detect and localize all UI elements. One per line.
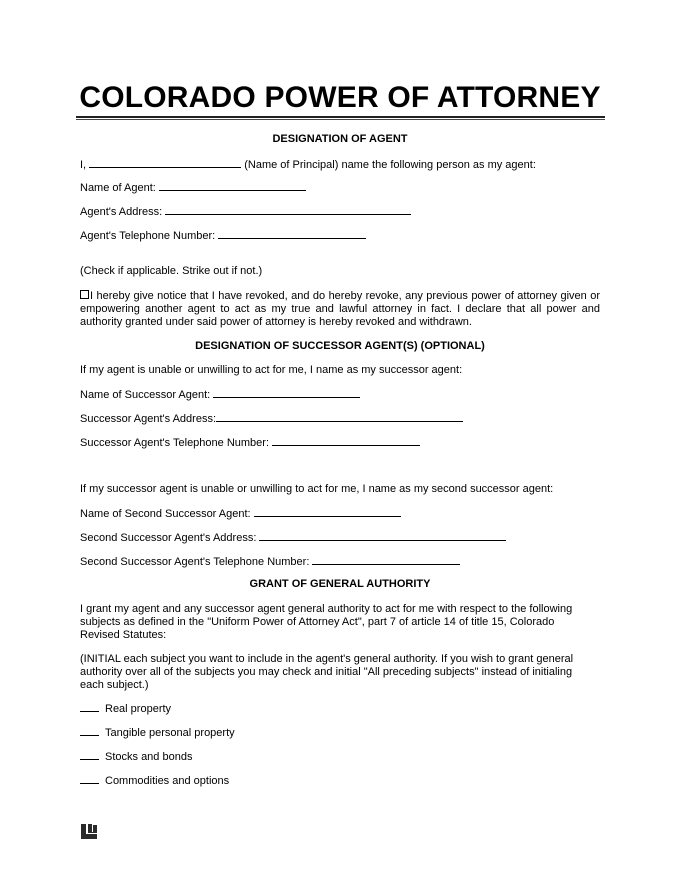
subject-initial-field[interactable] [80, 774, 99, 784]
successor-name-label: Name of Successor Agent: [80, 389, 211, 401]
second-successor-name-label: Name of Second Successor Agent: [80, 508, 251, 520]
successor-intro: If my agent is unable or unwilling to act for me, I name as my successor agent: [80, 364, 463, 376]
second-successor-phone-label: Second Successor Agent's Telephone Number: [80, 556, 310, 568]
heading-successor-agents: DESIGNATION OF SUCCESSOR AGENT(S) (OPTIONAL) [195, 340, 485, 352]
subject-initial-field[interactable] [80, 726, 99, 736]
second-successor-phone-field[interactable] [312, 555, 460, 565]
subject-label: Tangible personal property [105, 727, 235, 739]
heading-grant-of-general-authority: GRANT OF GENERAL AUTHORITY [249, 578, 431, 590]
subject-item [80, 774, 229, 788]
successor-address-field[interactable] [216, 412, 463, 422]
title-double-rule [76, 116, 605, 121]
agent-address-line [80, 205, 411, 219]
successor-phone-label: Successor Agent's Telephone Number: [80, 437, 270, 449]
subject-item [80, 750, 192, 764]
principal-line [80, 158, 536, 172]
second-successor-address-line [80, 531, 506, 545]
principal-suffix: (Name of Principal) name the following person as my agent: [244, 159, 536, 171]
principal-name-field[interactable] [89, 158, 241, 168]
document-title: COLORADO POWER OF ATTORNEY [79, 81, 601, 114]
second-successor-phone-line [80, 555, 460, 569]
agent-address-field[interactable] [165, 205, 411, 215]
heading-designation-of-agent: DESIGNATION OF AGENT [272, 133, 408, 145]
revocation-checkbox[interactable] [80, 290, 89, 299]
revocation-text: I hereby give notice that I have revoked, and do hereby revoke, any previous power of attorney given or empowering another agent to act as my true and lawful attorney in fact. I declare that all power and authority granted under said power of attorney is hereby revoked and withdrawn. [80, 290, 600, 328]
successor-name-line [80, 388, 360, 402]
subject-label: Commodities and options [105, 775, 230, 787]
successor-name-field[interactable] [213, 388, 360, 398]
second-successor-address-label: Second Successor Agent's Address: [80, 532, 257, 544]
agent-phone-field[interactable] [218, 229, 366, 239]
authority-paragraph-1: I grant my agent and any successor agent general authority to act for me with respect to the following subjects as defined in the "Uniform Power of Attorney Act", part 7 of article 14 of title 15, Colorado Revised Statutes: [80, 603, 573, 641]
subject-label: Real property [105, 703, 172, 715]
agent-phone-label: Agent's Telephone Number: [80, 230, 216, 242]
document-logo-icon [81, 824, 97, 839]
second-successor-address-field[interactable] [259, 531, 506, 541]
subject-item [80, 702, 171, 716]
subject-initial-field[interactable] [80, 750, 99, 760]
successor-phone-line [80, 436, 420, 450]
agent-name-line [80, 181, 306, 195]
second-successor-intro: If my successor agent is unable or unwilling to act for me, I name as my second successor agent: [80, 483, 554, 495]
subject-initial-field[interactable] [80, 702, 99, 712]
successor-address-line [80, 412, 463, 426]
revocation-paragraph [80, 290, 600, 329]
principal-prefix: I, [80, 159, 87, 171]
successor-phone-field[interactable] [272, 436, 420, 446]
authority-paragraph-2: (INITIAL each subject you want to include in the agent's general authority. If you wish to grant general authority over all of the subjects you may check and initial "All preceding subjects" instead of initialing each subject.) [80, 653, 574, 691]
successor-address-label: Successor Agent's Address: [80, 413, 217, 425]
agent-phone-line [80, 229, 366, 243]
second-successor-name-line [80, 507, 401, 521]
subject-label: Stocks and bonds [105, 751, 193, 763]
check-note: (Check if applicable. Strike out if not.) [80, 265, 263, 277]
agent-name-field[interactable] [159, 181, 306, 191]
second-successor-name-field[interactable] [254, 507, 401, 517]
subject-item [80, 726, 235, 740]
agent-address-label: Agent's Address: [80, 206, 163, 218]
agent-name-label: Name of Agent: [80, 182, 156, 194]
